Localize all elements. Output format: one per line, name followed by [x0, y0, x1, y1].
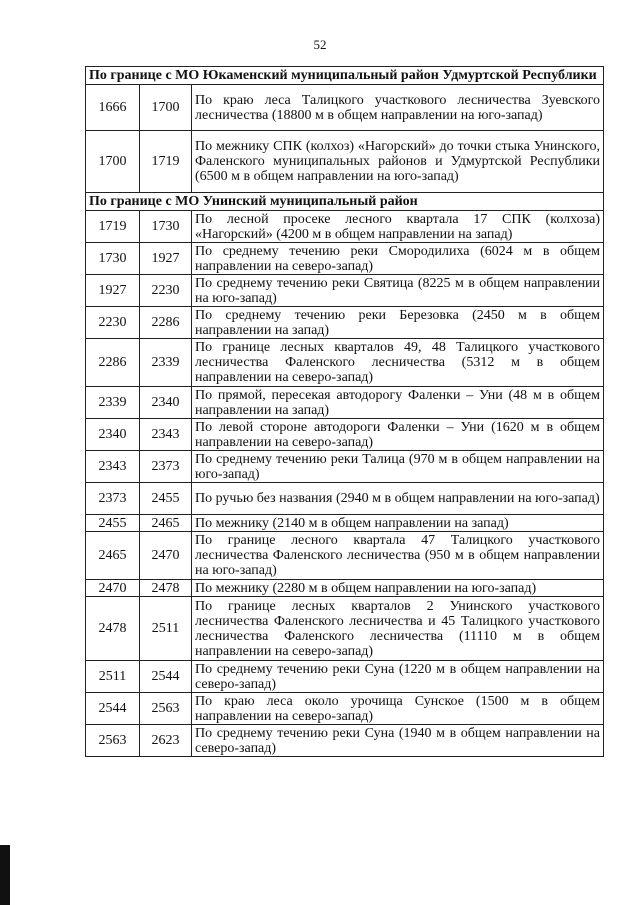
table-row	[86, 580, 604, 597]
segment-description: По среднему течению реки Святица (8225 м в общем направлении на юго-запад)	[192, 275, 604, 307]
section-title: По границе с МО Унинский муниципальный район	[86, 193, 604, 211]
point-from: 2544	[86, 693, 140, 725]
point-from: 2343	[86, 451, 140, 483]
point-to: 2544	[140, 661, 192, 693]
table-row	[86, 211, 604, 243]
point-from: 1730	[86, 243, 140, 275]
point-to: 1927	[140, 243, 192, 275]
table-row	[86, 243, 604, 275]
point-to: 1700	[140, 85, 192, 131]
point-to: 2563	[140, 693, 192, 725]
point-from: 1927	[86, 275, 140, 307]
table-row	[86, 483, 604, 515]
segment-description: По границе лесных кварталов 2 Унинского участкового лесничества Фаленского лесничества и 45 Талицкого участкового лесничества Фаленского лесничества (11110 м в общем направлении на северо-запад)	[192, 597, 604, 661]
segment-description: По краю леса около урочища Сунское (1500 м в общем направлении на северо-запад)	[192, 693, 604, 725]
table-row	[86, 532, 604, 580]
table-row	[86, 85, 604, 131]
boundary-table	[85, 66, 604, 757]
point-from: 1719	[86, 211, 140, 243]
point-from: 1666	[86, 85, 140, 131]
point-to: 2343	[140, 419, 192, 451]
table-row	[86, 725, 604, 757]
segment-description: По границе лесного квартала 47 Талицкого участкового лесничества Фаленского лесничества (950 м в общем направлении на юго-запад)	[192, 532, 604, 580]
section-header-row	[86, 67, 604, 85]
segment-description: По среднему течению реки Суна (1940 м в общем направлении на северо-запад)	[192, 725, 604, 757]
page-number: 52	[313, 37, 327, 52]
point-from: 2373	[86, 483, 140, 515]
segment-description: По границе лесных кварталов 49, 48 Талицкого участкового лесничества Фаленского лесничества (5312 м в общем направлении на северо-запад)	[192, 339, 604, 387]
point-from: 2478	[86, 597, 140, 661]
segment-description: По прямой, пересекая автодорогу Фаленки – Уни (48 м в общем направлении на запад)	[192, 387, 604, 419]
point-to: 2470	[140, 532, 192, 580]
point-from: 2511	[86, 661, 140, 693]
table-row	[86, 275, 604, 307]
point-to: 2478	[140, 580, 192, 597]
table-row	[86, 307, 604, 339]
table-row	[86, 693, 604, 725]
segment-description: По лесной просеке лесного квартала 17 СПК (колхоза) «Нагорский» (4200 м в общем направлении на запад)	[192, 211, 604, 243]
table-row	[86, 339, 604, 387]
point-from: 2286	[86, 339, 140, 387]
point-from: 2230	[86, 307, 140, 339]
segment-description: По межнику (2140 м в общем направлении на запад)	[192, 515, 604, 532]
point-to: 2465	[140, 515, 192, 532]
table-row	[86, 515, 604, 532]
segment-description: По среднему течению реки Смородилиха (6024 м в общем направлении на северо-запад)	[192, 243, 604, 275]
table-row	[86, 387, 604, 419]
table-row	[86, 131, 604, 193]
point-from: 2455	[86, 515, 140, 532]
point-to: 1719	[140, 131, 192, 193]
point-to: 2511	[140, 597, 192, 661]
segment-description: По среднему течению реки Суна (1220 м в общем направлении на северо-запад)	[192, 661, 604, 693]
point-from: 1700	[86, 131, 140, 193]
point-from: 2340	[86, 419, 140, 451]
table-row	[86, 597, 604, 661]
table-row	[86, 451, 604, 483]
segment-description: По левой стороне автодороги Фаленки – Уни (1620 м в общем направлении на северо-запад)	[192, 419, 604, 451]
segment-description: По краю леса Талицкого участкового лесничества Зуевского лесничества (18800 м в общем направлении на юго-запад)	[192, 85, 604, 131]
point-from: 2465	[86, 532, 140, 580]
table-row	[86, 661, 604, 693]
point-from: 2339	[86, 387, 140, 419]
point-to: 2286	[140, 307, 192, 339]
table-row	[86, 419, 604, 451]
section-header-row	[86, 193, 604, 211]
point-to: 2339	[140, 339, 192, 387]
segment-description: По среднему течению реки Талица (970 м в общем направлении на юго-запад)	[192, 451, 604, 483]
segment-description: По межнику (2280 м в общем направлении на юго-запад)	[192, 580, 604, 597]
point-to: 2230	[140, 275, 192, 307]
segment-description: По межнику СПК (колхоз) «Нагорский» до точки стыка Унинского, Фаленского муниципальных районов и Удмуртской Республики (6500 м в общем направлении на юго-запад)	[192, 131, 604, 193]
point-to: 2340	[140, 387, 192, 419]
point-to: 2455	[140, 483, 192, 515]
point-from: 2470	[86, 580, 140, 597]
point-to: 2623	[140, 725, 192, 757]
point-from: 2563	[86, 725, 140, 757]
section-title: По границе с МО Юкаменский муниципальный район Удмуртской Республики	[86, 67, 604, 85]
scan-edge-mark	[0, 845, 10, 905]
segment-description: По среднему течению реки Березовка (2450 м в общем направлении на запад)	[192, 307, 604, 339]
segment-description: По ручью без названия (2940 м в общем направлении на юго-запад)	[192, 483, 604, 515]
point-to: 1730	[140, 211, 192, 243]
point-to: 2373	[140, 451, 192, 483]
